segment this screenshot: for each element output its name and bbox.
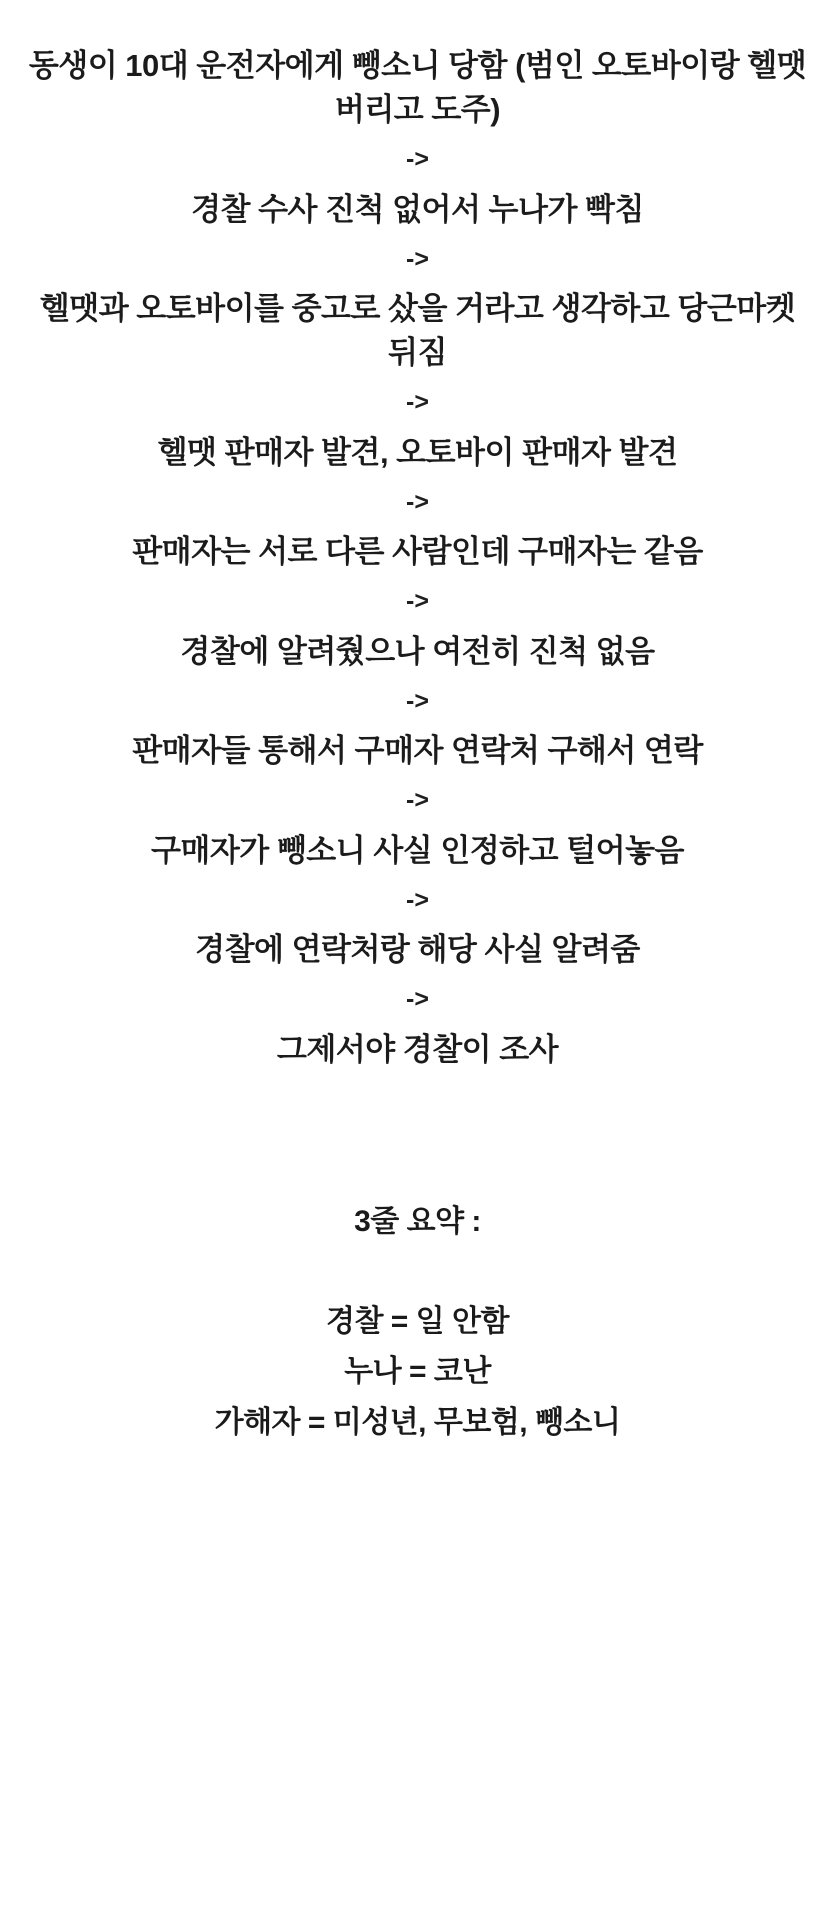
arrow-separator: -> [406,388,429,417]
story-line: 헬맷 판매자 발견, 오토바이 판매자 발견 [157,434,678,470]
arrow-separator: -> [406,686,429,715]
arrow-separator: -> [406,985,429,1014]
story-line: 경찰 수사 진척 없어서 누나가 빡침 [191,191,644,227]
arrow-separator: -> [406,885,429,914]
story-line: 헬맷과 오토바이를 중고로 샀을 거라고 생각하고 당근마켓 뒤짐 [39,291,796,371]
arrow-separator: -> [406,786,429,815]
summary-block [22,1076,813,1444]
story-line: 경찰에 연락처랑 해당 사실 알려줌 [195,932,640,968]
summary-item: 누나 = 코난 [344,1355,491,1389]
arrow-separator: -> [406,587,429,616]
story-line: 동생이 10대 운전자에게 뺑소니 당함 (범인 오토바이랑 헬맷 버리고 도주) [28,48,807,128]
summary-item: 가해자 = 미성년, 무보험, 뺑소니 [214,1405,621,1439]
summary-item: 경찰 = 일 안함 [326,1304,509,1338]
arrow-separator: -> [406,487,429,516]
story-line: 구매자가 뺑소니 사실 인정하고 털어놓음 [150,832,685,868]
story-line: 그제서야 경찰이 조사 [276,1031,559,1067]
summary-list [215,1302,621,1444]
story-line: 경찰에 알려줬으나 여전히 진척 없음 [180,633,655,669]
arrow-separator: -> [406,244,429,273]
story-lines [22,40,813,1076]
summary-title: 3줄 요약 : [354,1204,481,1238]
story-line: 판매자들 통해서 구매자 연락처 구해서 연락 [132,733,703,769]
arrow-separator: -> [406,145,429,174]
story-line: 판매자는 서로 다른 사람인데 구매자는 같음 [132,534,703,570]
